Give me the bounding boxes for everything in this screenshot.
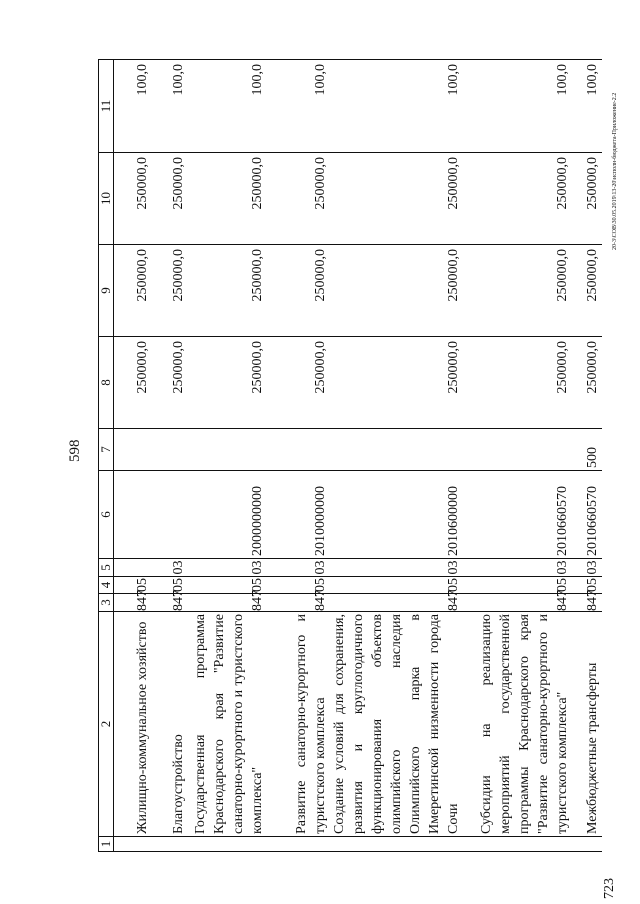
col-header: 1 xyxy=(99,837,114,852)
row-name: Создание условий для сохранения, развития и круглогодичного функционирования объектов олимпийского наследия Олимпийского парка в Имеретинской низменности города Сочи xyxy=(330,612,463,837)
cell-code: 847 xyxy=(267,594,330,612)
cell-code: 05 xyxy=(188,577,267,594)
cell-percent: 100,0 xyxy=(152,60,188,153)
cell-percent: 100,0 xyxy=(114,60,152,153)
col-header: 9 xyxy=(99,245,114,337)
row-name: Государственная программа Краснодарского края "Развитие санаторно-курортного и туристского комплекса" xyxy=(188,612,267,837)
cell-code: 05 xyxy=(114,577,152,594)
cell-code: 847 xyxy=(572,594,602,612)
cell-type xyxy=(152,429,188,471)
table-row xyxy=(572,60,602,852)
cell-value: 250000,0 xyxy=(114,337,152,429)
col-header: 7 xyxy=(99,429,114,471)
cell-value: 250000,0 xyxy=(267,153,330,245)
cell-value: 250000,0 xyxy=(152,153,188,245)
col-header: 6 xyxy=(99,471,114,559)
cell-type xyxy=(463,429,572,471)
cell-value: 250000,0 xyxy=(330,337,463,429)
cell-value: 250000,0 xyxy=(188,337,267,429)
cell-value: 250000,0 xyxy=(114,245,152,337)
cell-percent: 100,0 xyxy=(572,60,602,153)
cell-value: 250000,0 xyxy=(330,153,463,245)
table-row xyxy=(114,60,152,852)
cell-target: 2010660570 xyxy=(463,471,572,559)
cell-empty xyxy=(267,837,330,852)
cell-code: 03 xyxy=(152,559,188,577)
row-name: Жилищно-коммунальное хозяйство xyxy=(114,612,152,837)
col-header: 5 xyxy=(99,559,114,577)
row-name: Развитие санаторно-курортного и туристского комплекса xyxy=(267,612,330,837)
cell-value: 250000,0 xyxy=(572,245,602,337)
cell-target: 2010600000 xyxy=(330,471,463,559)
cell-type xyxy=(188,429,267,471)
cell-type xyxy=(330,429,463,471)
cell-empty xyxy=(114,837,152,852)
col-header: 11 xyxy=(99,60,114,153)
col-header: 4 xyxy=(99,577,114,594)
cell-type: 500 xyxy=(572,429,602,471)
cell-percent: 100,0 xyxy=(188,60,267,153)
cell-value: 250000,0 xyxy=(572,153,602,245)
header-row xyxy=(99,60,114,852)
col-header: 8 xyxy=(99,337,114,429)
budget-table-container xyxy=(98,60,600,852)
cell-empty xyxy=(463,837,572,852)
cell-empty xyxy=(188,837,267,852)
cell-value: 250000,0 xyxy=(463,337,572,429)
sheet-number: 723 xyxy=(602,878,617,899)
cell-empty xyxy=(572,837,602,852)
file-path-note: 20-3\СОВ\30.05.2019\13-20\исполн-бюджета-Приложение-2.2 xyxy=(612,92,618,250)
row-name: Межбюджетные трансферты xyxy=(572,612,602,837)
cell-target xyxy=(114,471,152,559)
cell-percent: 100,0 xyxy=(330,60,463,153)
cell-type xyxy=(114,429,152,471)
cell-code: 05 xyxy=(572,577,602,594)
cell-value: 250000,0 xyxy=(152,337,188,429)
cell-type xyxy=(267,429,330,471)
cell-code: 05 xyxy=(267,577,330,594)
cell-code: 05 xyxy=(152,577,188,594)
cell-code: 03 xyxy=(267,559,330,577)
cell-value: 250000,0 xyxy=(267,337,330,429)
cell-code: 05 xyxy=(330,577,463,594)
cell-code: 03 xyxy=(463,559,572,577)
cell-target: 2000000000 xyxy=(188,471,267,559)
col-header: 2 xyxy=(99,612,114,837)
cell-target: 2010660570 xyxy=(572,471,602,559)
cell-value: 250000,0 xyxy=(188,153,267,245)
cell-code: 847 xyxy=(152,594,188,612)
cell-percent: 100,0 xyxy=(463,60,572,153)
table-row xyxy=(330,60,463,852)
cell-code: 03 xyxy=(188,559,267,577)
page-number: 598 xyxy=(67,439,83,462)
cell-code: 05 xyxy=(463,577,572,594)
col-header: 10 xyxy=(99,153,114,245)
cell-value: 250000,0 xyxy=(463,245,572,337)
cell-value: 250000,0 xyxy=(114,153,152,245)
cell-value: 250000,0 xyxy=(572,337,602,429)
budget-table xyxy=(98,59,602,852)
table-row xyxy=(463,60,572,852)
table-row xyxy=(267,60,330,852)
cell-value: 250000,0 xyxy=(463,153,572,245)
cell-target xyxy=(152,471,188,559)
cell-empty xyxy=(152,837,188,852)
cell-code: 847 xyxy=(188,594,267,612)
cell-code: 847 xyxy=(330,594,463,612)
cell-percent: 100,0 xyxy=(267,60,330,153)
cell-code: 03 xyxy=(330,559,463,577)
cell-code: 03 xyxy=(572,559,602,577)
cell-value: 250000,0 xyxy=(267,245,330,337)
cell-code xyxy=(114,559,152,577)
table-row xyxy=(152,60,188,852)
col-header: 3 xyxy=(99,594,114,612)
cell-empty xyxy=(330,837,463,852)
row-name: Субсидии на реализацию мероприятий государственной программы Краснодарского края "Развитие санаторно-курортного и туристского комплекса" xyxy=(463,612,572,837)
cell-value: 250000,0 xyxy=(152,245,188,337)
table-row xyxy=(188,60,267,852)
row-name: Благоустройство xyxy=(152,612,188,837)
cell-code: 847 xyxy=(463,594,572,612)
cell-value: 250000,0 xyxy=(330,245,463,337)
cell-value: 250000,0 xyxy=(188,245,267,337)
cell-code: 847 xyxy=(114,594,152,612)
cell-target: 2010000000 xyxy=(267,471,330,559)
